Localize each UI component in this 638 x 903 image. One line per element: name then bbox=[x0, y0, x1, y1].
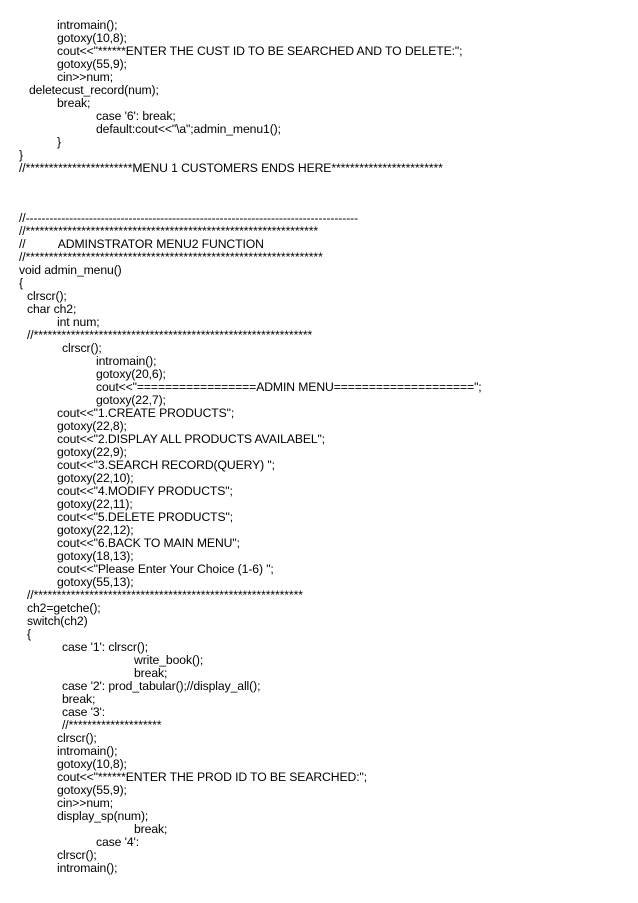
code-line: gotoxy(22,11); bbox=[57, 497, 133, 511]
code-line: intromain(); bbox=[57, 744, 118, 758]
code-line: intromain(); bbox=[57, 861, 118, 875]
code-line: //------------------------------------------------------------------------------------ bbox=[19, 211, 359, 225]
code-line: clrscr(); bbox=[27, 289, 67, 303]
code-line: write_book(); bbox=[134, 653, 204, 667]
code-line: cout<<"1.CREATE PRODUCTS"; bbox=[57, 406, 235, 420]
code-line: cin>>num; bbox=[57, 796, 114, 810]
code-line: cout<<"******ENTER THE CUST ID TO BE SEARCHED AND TO DELETE:"; bbox=[57, 44, 463, 58]
code-line: char ch2; bbox=[27, 302, 77, 316]
code-line: case '6': break; bbox=[96, 109, 176, 123]
code-line: int num; bbox=[57, 315, 100, 329]
code-line: //**************************************************************** bbox=[19, 250, 323, 264]
code-line: clrscr(); bbox=[57, 731, 97, 745]
code-line: //******************** bbox=[62, 718, 162, 732]
code-line: // ADMINSTRATOR MENU2 FUNCTION bbox=[19, 237, 264, 251]
code-line: void admin_menu() bbox=[19, 263, 122, 277]
code-line: gotoxy(22,7); bbox=[96, 393, 166, 407]
code-line: cin>>num; bbox=[57, 70, 114, 84]
code-line: //************************************************************ bbox=[27, 328, 313, 342]
code-line: ch2=getche(); bbox=[27, 601, 101, 615]
code-line: default:cout<<"\a";admin_menu1(); bbox=[96, 122, 281, 136]
code-line: clrscr(); bbox=[57, 848, 97, 862]
code-line: case '4': bbox=[96, 835, 140, 849]
code-line: } bbox=[57, 135, 61, 149]
code-line: gotoxy(10,8); bbox=[57, 757, 127, 771]
code-line: gotoxy(20,6); bbox=[96, 367, 166, 381]
code-line: //********************************************************** bbox=[27, 588, 303, 602]
code-line: case '2': prod_tabular();//display_all(); bbox=[62, 679, 261, 693]
code-line: gotoxy(22,10); bbox=[57, 471, 134, 485]
code-line: cout<<"4.MODIFY PRODUCTS"; bbox=[57, 484, 233, 498]
code-line: cout<<"6.BACK TO MAIN MENU"; bbox=[57, 536, 240, 550]
code-line: } bbox=[19, 148, 23, 162]
code-line: intromain(); bbox=[57, 18, 118, 32]
code-line: //*************************************************************** bbox=[19, 224, 319, 238]
code-line: gotoxy(22,8); bbox=[57, 419, 127, 433]
code-line: gotoxy(22,9); bbox=[57, 445, 127, 459]
code-line: case '3': bbox=[62, 705, 106, 719]
code-line: //***********************MENU 1 CUSTOMERS ENDS HERE************************ bbox=[19, 161, 443, 175]
code-line: gotoxy(55,9); bbox=[57, 783, 127, 797]
code-line: deletecust_record(num); bbox=[29, 83, 159, 97]
code-line: switch(ch2) bbox=[27, 614, 88, 628]
code-line: gotoxy(55,13); bbox=[57, 575, 134, 589]
code-line: cout<<"3.SEARCH RECORD(QUERY) "; bbox=[57, 458, 275, 472]
code-line: { bbox=[19, 276, 23, 290]
code-line: gotoxy(18,13); bbox=[57, 549, 134, 563]
code-line: cout<<"******ENTER THE PROD ID TO BE SEARCHED:"; bbox=[57, 770, 367, 784]
code-line: gotoxy(22,12); bbox=[57, 523, 134, 537]
code-line: break; bbox=[134, 666, 168, 680]
code-line: { bbox=[27, 627, 31, 641]
code-line: cout<<"2.DISPLAY ALL PRODUCTS AVAILABEL"; bbox=[57, 432, 326, 446]
code-line: break; bbox=[134, 822, 168, 836]
code-line: break; bbox=[57, 96, 91, 110]
code-line: gotoxy(10,8); bbox=[57, 31, 127, 45]
code-line: clrscr(); bbox=[62, 341, 102, 355]
code-line: break; bbox=[62, 692, 96, 706]
code-line: gotoxy(55,9); bbox=[57, 57, 127, 71]
code-line: intromain(); bbox=[96, 354, 157, 368]
code-line: case '1': clrscr(); bbox=[62, 640, 149, 654]
code-line: cout<<"=================ADMIN MENU===================="; bbox=[96, 380, 482, 394]
code-line: cout<<"5.DELETE PRODUCTS"; bbox=[57, 510, 234, 524]
code-line: cout<<"Please Enter Your Choice (1-6) "; bbox=[57, 562, 274, 576]
code-line: display_sp(num); bbox=[57, 809, 149, 823]
